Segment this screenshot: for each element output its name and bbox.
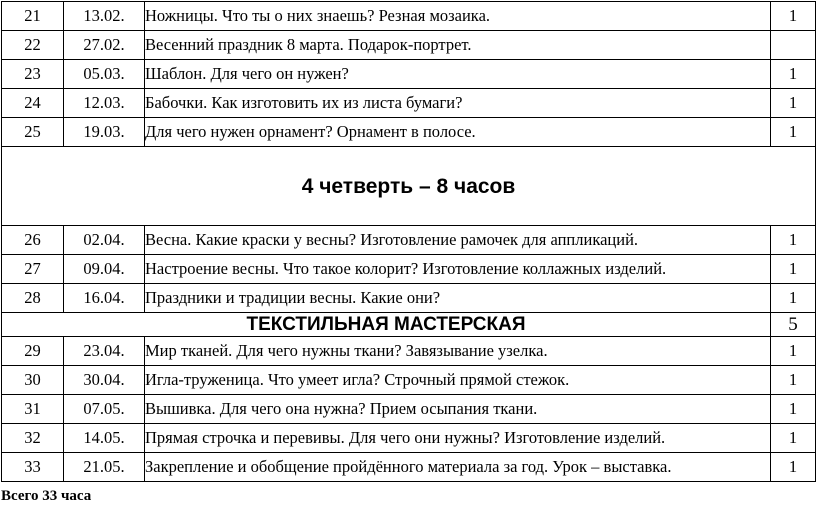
lesson-number: 33	[2, 453, 64, 482]
table-row	[2, 2, 816, 31]
lesson-topic: Ножницы. Что ты о них знаешь? Резная мозаика.	[145, 2, 771, 31]
lesson-number: 26	[2, 226, 64, 255]
table-row	[2, 395, 816, 424]
lesson-hours: 1	[771, 89, 816, 118]
lesson-hours: 1	[771, 2, 816, 31]
lesson-topic: Праздники и традиции весны. Какие они?	[145, 284, 771, 313]
lesson-number: 24	[2, 89, 64, 118]
lesson-plan-table	[1, 1, 816, 482]
table-row	[2, 89, 816, 118]
lesson-date: 21.05.	[64, 453, 145, 482]
quarter-heading-row	[2, 147, 816, 226]
table-row	[2, 118, 816, 147]
lesson-date: 12.03.	[64, 89, 145, 118]
table-row	[2, 31, 816, 60]
lesson-hours: 1	[771, 255, 816, 284]
table-row	[2, 226, 816, 255]
lesson-number: 31	[2, 395, 64, 424]
lesson-number: 25	[2, 118, 64, 147]
lesson-hours: 1	[771, 284, 816, 313]
lesson-date: 09.04.	[64, 255, 145, 284]
lesson-number: 27	[2, 255, 64, 284]
lesson-number: 32	[2, 424, 64, 453]
lesson-topic: Весна. Какие краски у весны? Изготовление рамочек для аппликаций.	[145, 226, 771, 255]
lesson-date: 02.04.	[64, 226, 145, 255]
lesson-topic: Игла-труженица. Что умеет игла? Строчный прямой стежок.	[145, 366, 771, 395]
lesson-topic: Шаблон. Для чего он нужен?	[145, 60, 771, 89]
lesson-date: 30.04.	[64, 366, 145, 395]
table-row	[2, 453, 816, 482]
lesson-number: 29	[2, 337, 64, 366]
lesson-topic: Весенний праздник 8 марта. Подарок-портрет.	[145, 31, 771, 60]
lesson-date: 14.05.	[64, 424, 145, 453]
lesson-topic: Мир тканей. Для чего нужны ткани? Завязывание узелка.	[145, 337, 771, 366]
table-row	[2, 424, 816, 453]
lesson-number: 21	[2, 2, 64, 31]
lesson-topic: Прямая строчка и перевивы. Для чего они нужны? Изготовление изделий.	[145, 424, 771, 453]
lesson-topic: Настроение весны. Что такое колорит? Изготовление коллажных изделий.	[145, 255, 771, 284]
lesson-hours: 1	[771, 337, 816, 366]
total-hours-label: Всего 33 часа	[1, 488, 92, 504]
lesson-topic: Для чего нужен орнамент? Орнамент в полосе.	[145, 118, 771, 147]
table-row	[2, 60, 816, 89]
lesson-date: 27.02.	[64, 31, 145, 60]
lesson-date: 19.03.	[64, 118, 145, 147]
lesson-number: 23	[2, 60, 64, 89]
lesson-number: 30	[2, 366, 64, 395]
lesson-date: 13.02.	[64, 2, 145, 31]
lesson-hours: 1	[771, 118, 816, 147]
lesson-hours: 1	[771, 424, 816, 453]
table-row	[2, 366, 816, 395]
lesson-topic: Вышивка. Для чего она нужна? Прием осыпания ткани.	[145, 395, 771, 424]
lesson-hours: 1	[771, 60, 816, 89]
lesson-number: 22	[2, 31, 64, 60]
lesson-hours: 1	[771, 226, 816, 255]
lesson-hours: 1	[771, 453, 816, 482]
lesson-date: 23.04.	[64, 337, 145, 366]
lesson-date: 16.04.	[64, 284, 145, 313]
section-hours: 5	[771, 313, 816, 337]
lesson-topic: Закрепление и обобщение пройдённого материала за год. Урок – выставка.	[145, 453, 771, 482]
lesson-number: 28	[2, 284, 64, 313]
table-row	[2, 255, 816, 284]
lesson-date: 05.03.	[64, 60, 145, 89]
lesson-hours	[771, 31, 816, 60]
quarter-heading: 4 четверть – 8 часов	[2, 147, 816, 226]
lesson-topic: Бабочки. Как изготовить их из листа бумаги?	[145, 89, 771, 118]
lesson-hours: 1	[771, 395, 816, 424]
lesson-date: 07.05.	[64, 395, 145, 424]
section-title: ТЕКСТИЛЬНАЯ МАСТЕРСКАЯ	[2, 313, 771, 337]
section-heading-row	[2, 313, 816, 337]
table-row	[2, 284, 816, 313]
lesson-hours: 1	[771, 366, 816, 395]
table-row	[2, 337, 816, 366]
